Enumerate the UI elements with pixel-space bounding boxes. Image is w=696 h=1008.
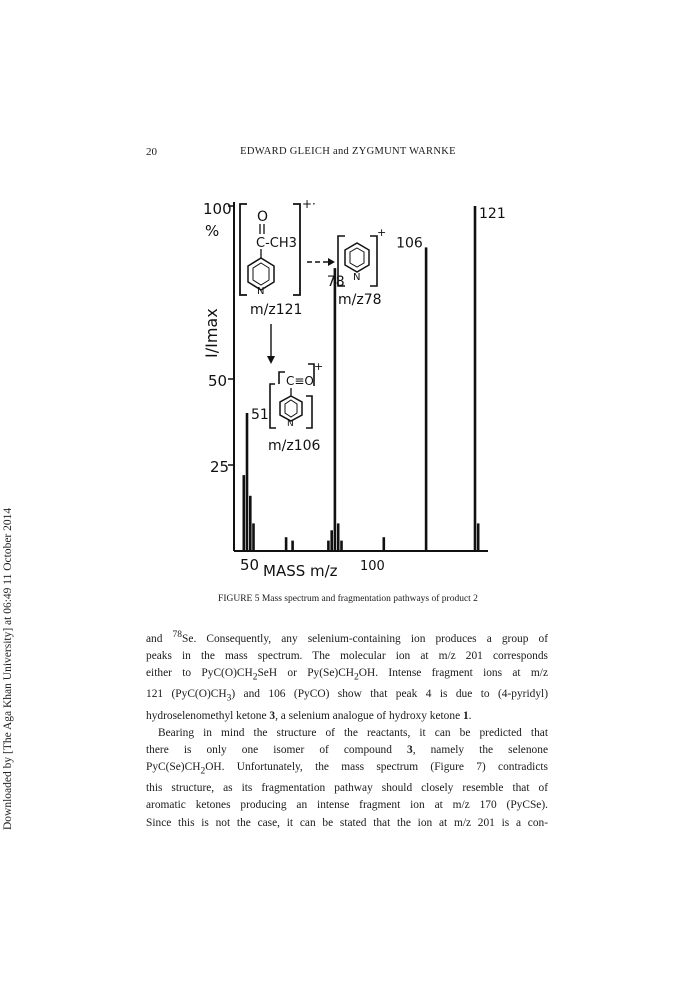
- figure-caption: FIGURE 5 Mass spectrum and fragmentation pathways of product 2: [218, 594, 478, 604]
- fragmentation-arrow-1: [307, 258, 335, 266]
- peak-mz-121: [474, 206, 477, 551]
- ion3-charge: +: [314, 360, 324, 373]
- body-line: Since this is not the case, it can be stated that the ion at m/z 201 is a con-: [146, 816, 548, 829]
- ion3-label: m/z106: [268, 438, 321, 454]
- peak-mz-63: [285, 537, 288, 551]
- peak-mz-79: [337, 523, 340, 551]
- peak-mz-122: [477, 523, 480, 551]
- y-tick-label-25: 25: [210, 458, 230, 476]
- download-watermark: Downloaded by [The Aga Khan University] at 06:49 11 October 2014: [2, 507, 14, 830]
- ion2-ring-n: N: [353, 272, 361, 283]
- body-line: 121 $(PyC(O)CH_3)$ and 106 (PyCO) show that peak 4 is due to (4-pyridyl): [146, 688, 548, 704]
- ion3-ring-n: N: [287, 419, 294, 429]
- body-line: and $^{78}$Se. Consequently, any selenium-containing ion produces a group of: [146, 630, 548, 645]
- body-line: $PyC(Se)CH_2OH$. Unfortunately, the mass spectrum (Figure 7) contradicts: [146, 761, 548, 777]
- body-line: either to $PyC(O)CH_2SeH$ or $Py(Se)CH_2OH$. Intense fragment ions at m/z: [146, 666, 548, 683]
- running-head: EDWARD GLEICH and ZYGMUNT WARNKE: [240, 146, 456, 157]
- peak-mz-78: [334, 268, 337, 551]
- peak-mz-51: [246, 413, 249, 551]
- peak-mz-65: [291, 541, 294, 551]
- y-unit-label: %: [205, 222, 220, 240]
- body-line: this structure, as its fragmentation pathway should closely resemble that of: [146, 782, 548, 795]
- page-number: 20: [146, 146, 157, 158]
- ion1-group: C-CH3: [256, 236, 297, 251]
- spectrum-peaks: [243, 206, 480, 551]
- body-line: peaks in the mass spectrum. The molecular ion at m/z 201 corresponds: [146, 649, 548, 662]
- peak-mz-76: [327, 541, 330, 551]
- ion2-charge: +: [377, 226, 387, 239]
- y-tick-label-50: 50: [208, 372, 228, 390]
- peak-mz-50: [243, 475, 246, 551]
- peak-mz-106: [425, 247, 428, 551]
- ion2-label: m/z78: [338, 292, 382, 308]
- peak-label-121: 121: [479, 206, 506, 222]
- body-line: there is only one isomer of compound 3, namely the selenone: [146, 743, 548, 756]
- peak-mz-52: [249, 496, 252, 551]
- peak-mz-93: [383, 537, 386, 551]
- x-tick-label-50: 50: [240, 556, 260, 574]
- ion-structure-78: [338, 226, 386, 308]
- peak-label-78: 78: [326, 274, 345, 291]
- x-axis-label: MASS m/z: [263, 562, 338, 580]
- body-line: aromatic ketones producing an intense fragment ion at m/z 170 (PyCSe).: [146, 799, 548, 812]
- mass-spectrum-chart: [190, 188, 506, 588]
- ion1-ring-n: N: [257, 286, 265, 297]
- fragmentation-arrow-2: [267, 324, 275, 364]
- ion1-label: m/z121: [250, 302, 303, 318]
- peak-mz-53: [252, 523, 255, 551]
- mass-spectrum-figure: [190, 188, 506, 588]
- ion1-charge: +·: [302, 197, 316, 211]
- peak-label-106: 106: [396, 235, 423, 252]
- ion3-group: C≡O: [286, 374, 314, 388]
- peak-mz-77: [330, 530, 333, 551]
- ion1-oxygen: O: [257, 209, 269, 225]
- x-tick-label-100: 100: [360, 559, 385, 574]
- y-axis-label: I/Imax: [202, 308, 221, 358]
- peak-mz-80: [340, 541, 343, 551]
- body-line: Bearing in mind the structure of the reactants, it can be predicted that: [158, 726, 548, 739]
- ion-structure-121: [240, 197, 316, 318]
- peak-label-51: 51: [251, 407, 269, 423]
- body-line: hydroselenomethyl ketone 3, a selenium analogue of hydroxy ketone 1.: [146, 709, 472, 722]
- body-text: [146, 627, 548, 832]
- y-tick-label-100: 100: [203, 200, 232, 218]
- ion-structure-106: [268, 360, 323, 454]
